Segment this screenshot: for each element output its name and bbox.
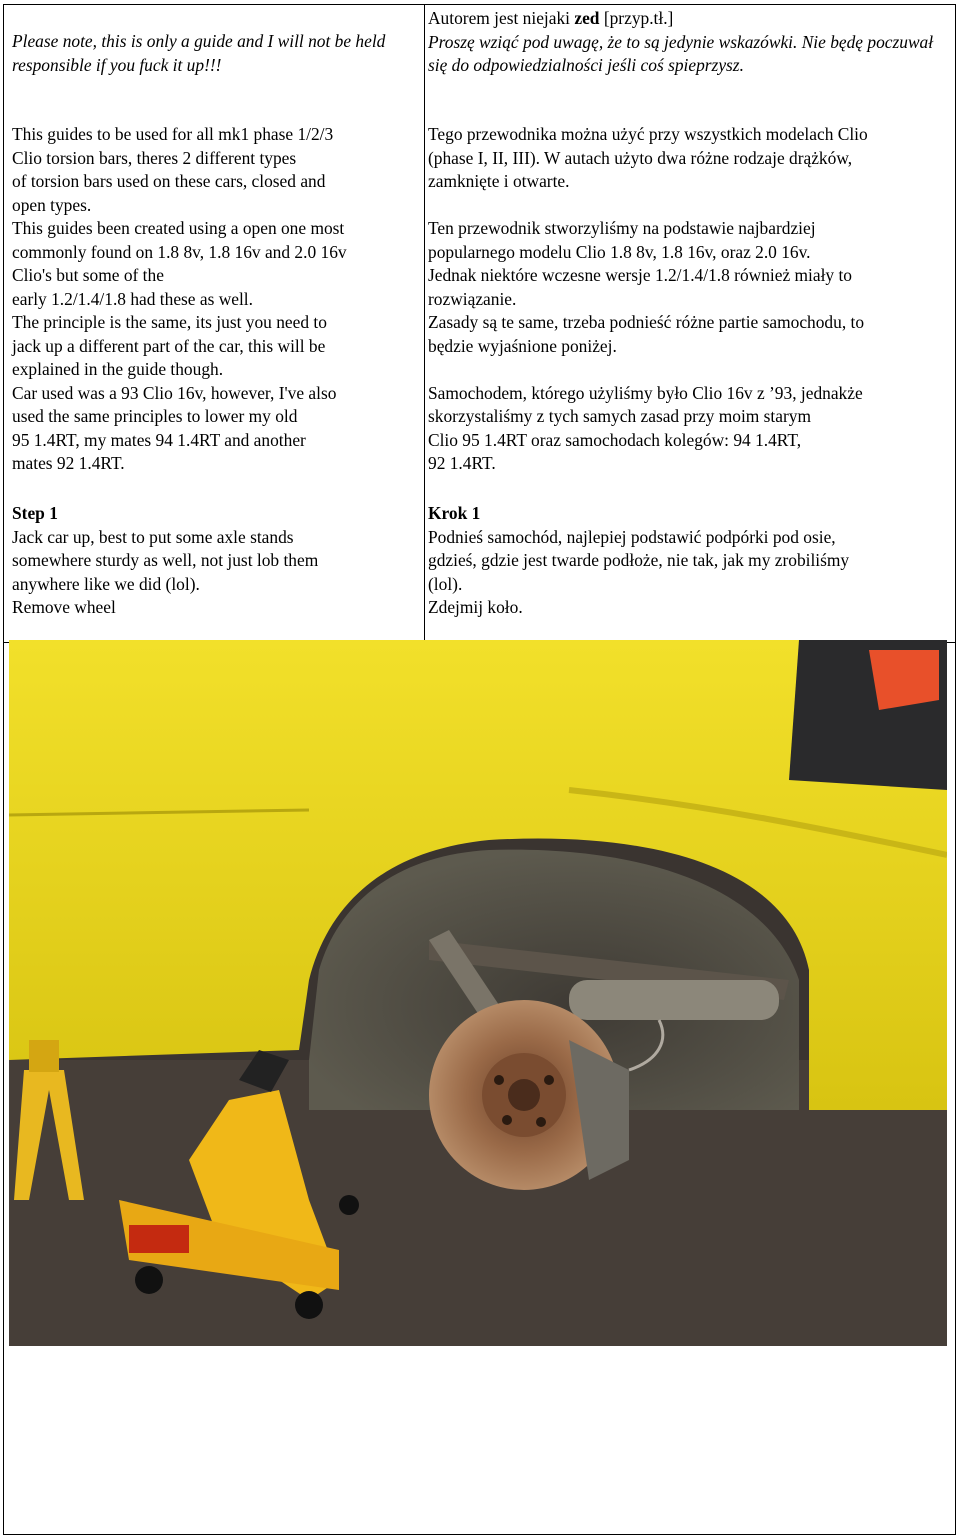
- column-divider: [424, 5, 425, 642]
- intro-line: The principle is the same, its just you need to: [12, 312, 327, 332]
- intro-line-pl: Tego przewodnika można użyć przy wszystkich modelach Clio: [428, 124, 868, 144]
- intro-line-pl: (phase I, II, III). W autach użyto dwa różne rodzaje drążków,: [428, 147, 853, 168]
- intro-line: of torsion bars used on these cars, closed and: [12, 171, 326, 191]
- intro-line: early 1.2/1.4/1.8 had these as well.: [12, 288, 253, 309]
- intro-line-pl: skorzystaliśmy z tych samych zasad przy moim starym: [428, 406, 811, 426]
- step-line-pl: (lol).: [428, 573, 463, 594]
- disclaimer-text-pl: Proszę wziąć pod uwagę, że to są jedynie wskazówki. Nie będę poczuwał się do odpowiedzialności jeśli coś spieprzysz.: [428, 31, 934, 75]
- intro-line-pl: rozwiązanie.: [428, 288, 517, 309]
- step-line: anywhere like we did (lol).: [12, 573, 200, 594]
- disclaimer-polish: [428, 7, 950, 78]
- step-line-pl: Podnieś samochód, najlepiej podstawić podpórki pod osie,: [428, 526, 836, 547]
- intro-line: Car used was a 93 Clio 16v, however, I've also: [12, 382, 337, 403]
- step-heading: [12, 502, 417, 526]
- author-name: zed: [574, 8, 600, 28]
- step-1-polish: [428, 502, 950, 620]
- step-line: Remove wheel: [12, 597, 116, 617]
- intro-line: mates 92 1.4RT.: [12, 453, 125, 473]
- author-suffix: [przyp.tł.]: [599, 8, 674, 28]
- intro-line-pl: 92 1.4RT.: [428, 453, 496, 473]
- intro-line-pl: zamknięte i otwarte.: [428, 171, 570, 191]
- intro-line-pl: Ten przewodnik stworzyliśmy na podstawie najbardziej: [428, 218, 816, 238]
- intro-line-pl: Clio 95 1.4RT oraz samochodach kolegów: 94 1.4RT,: [428, 429, 802, 450]
- intro-polish: [428, 123, 950, 476]
- intro-line-pl: Jednak niektóre wczesne wersje 1.2/1.4/1.8 również miały to: [428, 265, 853, 285]
- step-1-english: [12, 502, 417, 620]
- photo-illustration: [9, 640, 947, 1346]
- step-line: somewhere sturdy as well, not just lob them: [12, 550, 319, 570]
- step-heading-pl: [428, 502, 950, 526]
- intro-line: open types.: [12, 194, 92, 215]
- intro-english: [12, 123, 417, 476]
- step-line-pl: Zdejmij koło.: [428, 597, 523, 617]
- intro-line: 95 1.4RT, my mates 94 1.4RT and another: [12, 429, 306, 450]
- intro-line: Clio's but some of the: [12, 265, 164, 285]
- author-line: [428, 7, 950, 31]
- step-heading-text: Step 1: [12, 503, 58, 523]
- car-wheel-removed-photo: [9, 640, 947, 1346]
- intro-line: This guides been created using a open one most: [12, 218, 345, 238]
- disclaimer-text: Please note, this is only a guide and I will not be held responsible if you fuck it up!!!: [12, 31, 386, 75]
- intro-line-pl: popularnego modelu Clio 1.8 8v, 1.8 16v, oraz 2.0 16v.: [428, 241, 811, 262]
- intro-line: This guides to be used for all mk1 phase 1/2/3: [12, 124, 334, 144]
- intro-line: jack up a different part of the car, this will be: [12, 335, 326, 356]
- intro-line: Clio torsion bars, theres 2 different types: [12, 147, 297, 168]
- disclaimer-english: [12, 30, 417, 77]
- author-prefix: Autorem jest niejaki: [428, 8, 575, 28]
- intro-line: explained in the guide though.: [12, 359, 224, 379]
- intro-line-pl: będzie wyjaśnione poniżej.: [428, 335, 617, 356]
- intro-line-pl: Samochodem, którego użyliśmy było Clio 16v z ’93, jednakże: [428, 382, 863, 403]
- step-line-pl: gdzieś, gdzie jest twarde podłoże, nie tak, jak my zrobiliśmy: [428, 550, 850, 570]
- intro-line: commonly found on 1.8 8v, 1.8 16v and 2.0 16v: [12, 241, 347, 262]
- intro-line-pl: Zasady są te same, trzeba podnieść różne partie samochodu, to: [428, 312, 865, 332]
- intro-line: used the same principles to lower my old: [12, 406, 298, 426]
- step-line: Jack car up, best to put some axle stands: [12, 526, 294, 547]
- step-heading-text-pl: Krok 1: [428, 503, 481, 523]
